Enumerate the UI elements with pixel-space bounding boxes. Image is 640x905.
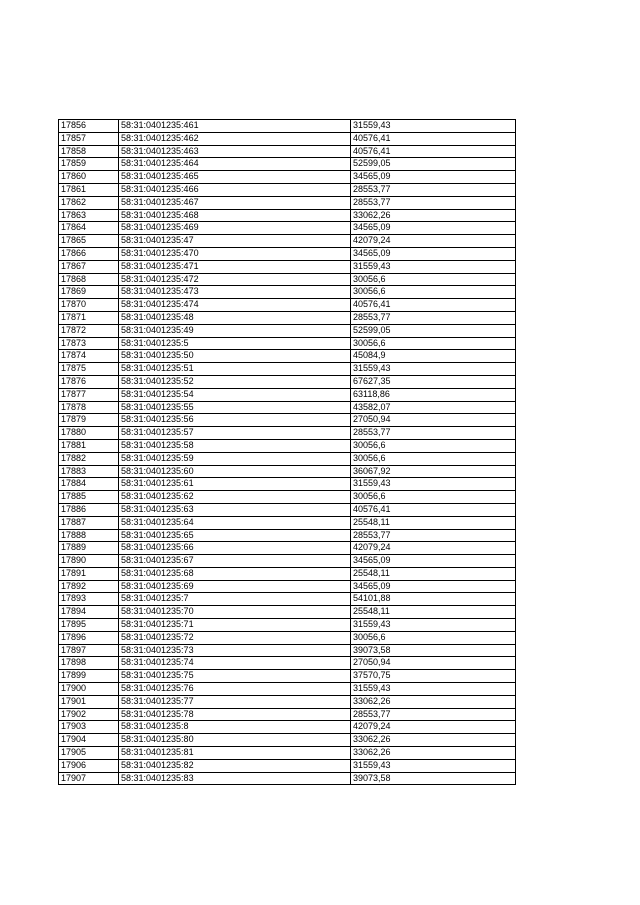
cadastral-number-cell: 58:31:0401235:54 — [119, 388, 351, 401]
table-row — [59, 465, 516, 478]
cadastral-number-cell: 58:31:0401235:74 — [119, 657, 351, 670]
table-row — [59, 235, 516, 248]
table-row — [59, 542, 516, 555]
table-row — [59, 158, 516, 171]
row-number-cell: 17858 — [59, 145, 119, 158]
row-number-cell: 17856 — [59, 120, 119, 133]
cadastral-number-cell: 58:31:0401235:462 — [119, 132, 351, 145]
row-number-cell: 17866 — [59, 247, 119, 260]
value-cell: 28553,77 — [351, 529, 516, 542]
cadastral-value-table — [58, 119, 516, 785]
value-cell: 27050,94 — [351, 414, 516, 427]
row-number-cell: 17900 — [59, 683, 119, 696]
value-cell: 33062,26 — [351, 747, 516, 760]
table-row — [59, 375, 516, 388]
row-number-cell: 17868 — [59, 273, 119, 286]
value-cell: 34565,09 — [351, 555, 516, 568]
cadastral-number-cell: 58:31:0401235:67 — [119, 555, 351, 568]
row-number-cell: 17895 — [59, 619, 119, 632]
row-number-cell: 17862 — [59, 196, 119, 209]
value-cell: 31559,43 — [351, 759, 516, 772]
cadastral-number-cell: 58:31:0401235:76 — [119, 683, 351, 696]
cadastral-number-cell: 58:31:0401235:82 — [119, 759, 351, 772]
table-row — [59, 644, 516, 657]
cadastral-number-cell: 58:31:0401235:69 — [119, 580, 351, 593]
value-cell: 27050,94 — [351, 657, 516, 670]
row-number-cell: 17884 — [59, 478, 119, 491]
table-row — [59, 567, 516, 580]
value-cell: 42079,24 — [351, 542, 516, 555]
cadastral-number-cell: 58:31:0401235:55 — [119, 401, 351, 414]
row-number-cell: 17875 — [59, 363, 119, 376]
value-cell: 25548,11 — [351, 516, 516, 529]
row-number-cell: 17864 — [59, 222, 119, 235]
cadastral-number-cell: 58:31:0401235:52 — [119, 375, 351, 388]
value-cell: 33062,26 — [351, 695, 516, 708]
value-cell: 30056,6 — [351, 286, 516, 299]
value-cell: 28553,77 — [351, 427, 516, 440]
table-row — [59, 311, 516, 324]
row-number-cell: 17903 — [59, 721, 119, 734]
table-row — [59, 196, 516, 209]
table-row — [59, 324, 516, 337]
cadastral-number-cell: 58:31:0401235:469 — [119, 222, 351, 235]
table-row — [59, 452, 516, 465]
table-row — [59, 503, 516, 516]
cadastral-number-cell: 58:31:0401235:5 — [119, 337, 351, 350]
value-cell: 34565,09 — [351, 222, 516, 235]
value-cell: 67627,35 — [351, 375, 516, 388]
table-row — [59, 529, 516, 542]
value-cell: 39073,58 — [351, 772, 516, 785]
cadastral-number-cell: 58:31:0401235:73 — [119, 644, 351, 657]
cadastral-number-cell: 58:31:0401235:468 — [119, 209, 351, 222]
cadastral-number-cell: 58:31:0401235:68 — [119, 567, 351, 580]
row-number-cell: 17882 — [59, 452, 119, 465]
cadastral-number-cell: 58:31:0401235:71 — [119, 619, 351, 632]
table-row — [59, 120, 516, 133]
cadastral-number-cell: 58:31:0401235:78 — [119, 708, 351, 721]
table-row — [59, 260, 516, 273]
row-number-cell: 17863 — [59, 209, 119, 222]
row-number-cell: 17899 — [59, 670, 119, 683]
row-number-cell: 17891 — [59, 567, 119, 580]
row-number-cell: 17897 — [59, 644, 119, 657]
cadastral-number-cell: 58:31:0401235:75 — [119, 670, 351, 683]
value-cell: 52599,05 — [351, 158, 516, 171]
row-number-cell: 17871 — [59, 311, 119, 324]
value-cell: 25548,11 — [351, 567, 516, 580]
row-number-cell: 17886 — [59, 503, 119, 516]
row-number-cell: 17885 — [59, 491, 119, 504]
row-number-cell: 17878 — [59, 401, 119, 414]
cadastral-number-cell: 58:31:0401235:81 — [119, 747, 351, 760]
row-number-cell: 17870 — [59, 299, 119, 312]
cadastral-number-cell: 58:31:0401235:57 — [119, 427, 351, 440]
table-row — [59, 772, 516, 785]
cadastral-number-cell: 58:31:0401235:66 — [119, 542, 351, 555]
row-number-cell: 17889 — [59, 542, 119, 555]
cadastral-number-cell: 58:31:0401235:49 — [119, 324, 351, 337]
row-number-cell: 17879 — [59, 414, 119, 427]
value-cell: 33062,26 — [351, 209, 516, 222]
cadastral-number-cell: 58:31:0401235:58 — [119, 439, 351, 452]
cadastral-number-cell: 58:31:0401235:59 — [119, 452, 351, 465]
table-row — [59, 606, 516, 619]
value-cell: 42079,24 — [351, 235, 516, 248]
value-cell: 25548,11 — [351, 606, 516, 619]
value-cell: 63118,86 — [351, 388, 516, 401]
cadastral-number-cell: 58:31:0401235:464 — [119, 158, 351, 171]
table-row — [59, 491, 516, 504]
value-cell: 34565,09 — [351, 580, 516, 593]
row-number-cell: 17861 — [59, 183, 119, 196]
value-cell: 31559,43 — [351, 363, 516, 376]
value-cell: 39073,58 — [351, 644, 516, 657]
table-row — [59, 593, 516, 606]
value-cell: 28553,77 — [351, 183, 516, 196]
row-number-cell: 17898 — [59, 657, 119, 670]
cadastral-number-cell: 58:31:0401235:63 — [119, 503, 351, 516]
cadastral-number-cell: 58:31:0401235:60 — [119, 465, 351, 478]
table-row — [59, 734, 516, 747]
table-row — [59, 299, 516, 312]
cadastral-number-cell: 58:31:0401235:50 — [119, 350, 351, 363]
row-number-cell: 17872 — [59, 324, 119, 337]
table-row — [59, 183, 516, 196]
cadastral-number-cell: 58:31:0401235:77 — [119, 695, 351, 708]
row-number-cell: 17888 — [59, 529, 119, 542]
value-cell: 30056,6 — [351, 337, 516, 350]
table-row — [59, 414, 516, 427]
value-cell: 31559,43 — [351, 619, 516, 632]
row-number-cell: 17892 — [59, 580, 119, 593]
table-row — [59, 350, 516, 363]
row-number-cell: 17894 — [59, 606, 119, 619]
row-number-cell: 17877 — [59, 388, 119, 401]
cadastral-number-cell: 58:31:0401235:461 — [119, 120, 351, 133]
table-row — [59, 670, 516, 683]
value-cell: 34565,09 — [351, 247, 516, 260]
cadastral-number-cell: 58:31:0401235:466 — [119, 183, 351, 196]
table-row — [59, 721, 516, 734]
cadastral-number-cell: 58:31:0401235:70 — [119, 606, 351, 619]
table-row — [59, 695, 516, 708]
table-row — [59, 132, 516, 145]
row-number-cell: 17860 — [59, 171, 119, 184]
value-cell: 31559,43 — [351, 683, 516, 696]
cadastral-number-cell: 58:31:0401235:47 — [119, 235, 351, 248]
row-number-cell: 17896 — [59, 631, 119, 644]
cadastral-number-cell: 58:31:0401235:80 — [119, 734, 351, 747]
table-row — [59, 337, 516, 350]
table-row — [59, 555, 516, 568]
cadastral-number-cell: 58:31:0401235:465 — [119, 171, 351, 184]
value-cell: 28553,77 — [351, 196, 516, 209]
value-cell: 40576,41 — [351, 145, 516, 158]
cadastral-number-cell: 58:31:0401235:473 — [119, 286, 351, 299]
value-cell: 40576,41 — [351, 132, 516, 145]
value-cell: 33062,26 — [351, 734, 516, 747]
table-row — [59, 286, 516, 299]
cadastral-number-cell: 58:31:0401235:62 — [119, 491, 351, 504]
cadastral-number-cell: 58:31:0401235:48 — [119, 311, 351, 324]
cadastral-number-cell: 58:31:0401235:467 — [119, 196, 351, 209]
table-row — [59, 209, 516, 222]
table-row — [59, 388, 516, 401]
row-number-cell: 17901 — [59, 695, 119, 708]
row-number-cell: 17857 — [59, 132, 119, 145]
table-row — [59, 363, 516, 376]
cadastral-number-cell: 58:31:0401235:463 — [119, 145, 351, 158]
value-cell: 43582,07 — [351, 401, 516, 414]
cadastral-number-cell: 58:31:0401235:72 — [119, 631, 351, 644]
row-number-cell: 17873 — [59, 337, 119, 350]
value-cell: 28553,77 — [351, 708, 516, 721]
table-row — [59, 401, 516, 414]
row-number-cell: 17865 — [59, 235, 119, 248]
value-cell: 52599,05 — [351, 324, 516, 337]
cadastral-number-cell: 58:31:0401235:56 — [119, 414, 351, 427]
row-number-cell: 17883 — [59, 465, 119, 478]
row-number-cell: 17904 — [59, 734, 119, 747]
cadastral-number-cell: 58:31:0401235:64 — [119, 516, 351, 529]
value-cell: 30056,6 — [351, 439, 516, 452]
value-cell: 30056,6 — [351, 491, 516, 504]
row-number-cell: 17905 — [59, 747, 119, 760]
value-cell: 36067,92 — [351, 465, 516, 478]
row-number-cell: 17907 — [59, 772, 119, 785]
table-row — [59, 708, 516, 721]
table-row — [59, 478, 516, 491]
value-cell: 37570,75 — [351, 670, 516, 683]
row-number-cell: 17906 — [59, 759, 119, 772]
table-row — [59, 145, 516, 158]
cadastral-number-cell: 58:31:0401235:7 — [119, 593, 351, 606]
row-number-cell: 17893 — [59, 593, 119, 606]
value-cell: 40576,41 — [351, 299, 516, 312]
table-row — [59, 516, 516, 529]
row-number-cell: 17869 — [59, 286, 119, 299]
value-cell: 31559,43 — [351, 120, 516, 133]
row-number-cell: 17881 — [59, 439, 119, 452]
value-cell: 31559,43 — [351, 478, 516, 491]
value-cell: 30056,6 — [351, 452, 516, 465]
cadastral-number-cell: 58:31:0401235:472 — [119, 273, 351, 286]
cadastral-number-cell: 58:31:0401235:470 — [119, 247, 351, 260]
cadastral-number-cell: 58:31:0401235:83 — [119, 772, 351, 785]
row-number-cell: 17859 — [59, 158, 119, 171]
table-row — [59, 619, 516, 632]
table-row — [59, 580, 516, 593]
table-row — [59, 222, 516, 235]
value-cell: 34565,09 — [351, 171, 516, 184]
cadastral-number-cell: 58:31:0401235:8 — [119, 721, 351, 734]
value-cell: 30056,6 — [351, 631, 516, 644]
table-body — [59, 120, 516, 785]
value-cell: 31559,43 — [351, 260, 516, 273]
cadastral-number-cell: 58:31:0401235:51 — [119, 363, 351, 376]
value-cell: 45084,9 — [351, 350, 516, 363]
table-row — [59, 759, 516, 772]
table-row — [59, 683, 516, 696]
row-number-cell: 17867 — [59, 260, 119, 273]
table-row — [59, 427, 516, 440]
table-row — [59, 247, 516, 260]
table-row — [59, 657, 516, 670]
row-number-cell: 17880 — [59, 427, 119, 440]
cadastral-number-cell: 58:31:0401235:61 — [119, 478, 351, 491]
cadastral-number-cell: 58:31:0401235:471 — [119, 260, 351, 273]
row-number-cell: 17890 — [59, 555, 119, 568]
table-row — [59, 747, 516, 760]
row-number-cell: 17887 — [59, 516, 119, 529]
value-cell: 28553,77 — [351, 311, 516, 324]
value-cell: 40576,41 — [351, 503, 516, 516]
table-row — [59, 171, 516, 184]
cadastral-number-cell: 58:31:0401235:474 — [119, 299, 351, 312]
cadastral-number-cell: 58:31:0401235:65 — [119, 529, 351, 542]
row-number-cell: 17874 — [59, 350, 119, 363]
table-row — [59, 631, 516, 644]
row-number-cell: 17876 — [59, 375, 119, 388]
table-row — [59, 273, 516, 286]
row-number-cell: 17902 — [59, 708, 119, 721]
table-row — [59, 439, 516, 452]
value-cell: 42079,24 — [351, 721, 516, 734]
value-cell: 30056,6 — [351, 273, 516, 286]
value-cell: 54101,88 — [351, 593, 516, 606]
